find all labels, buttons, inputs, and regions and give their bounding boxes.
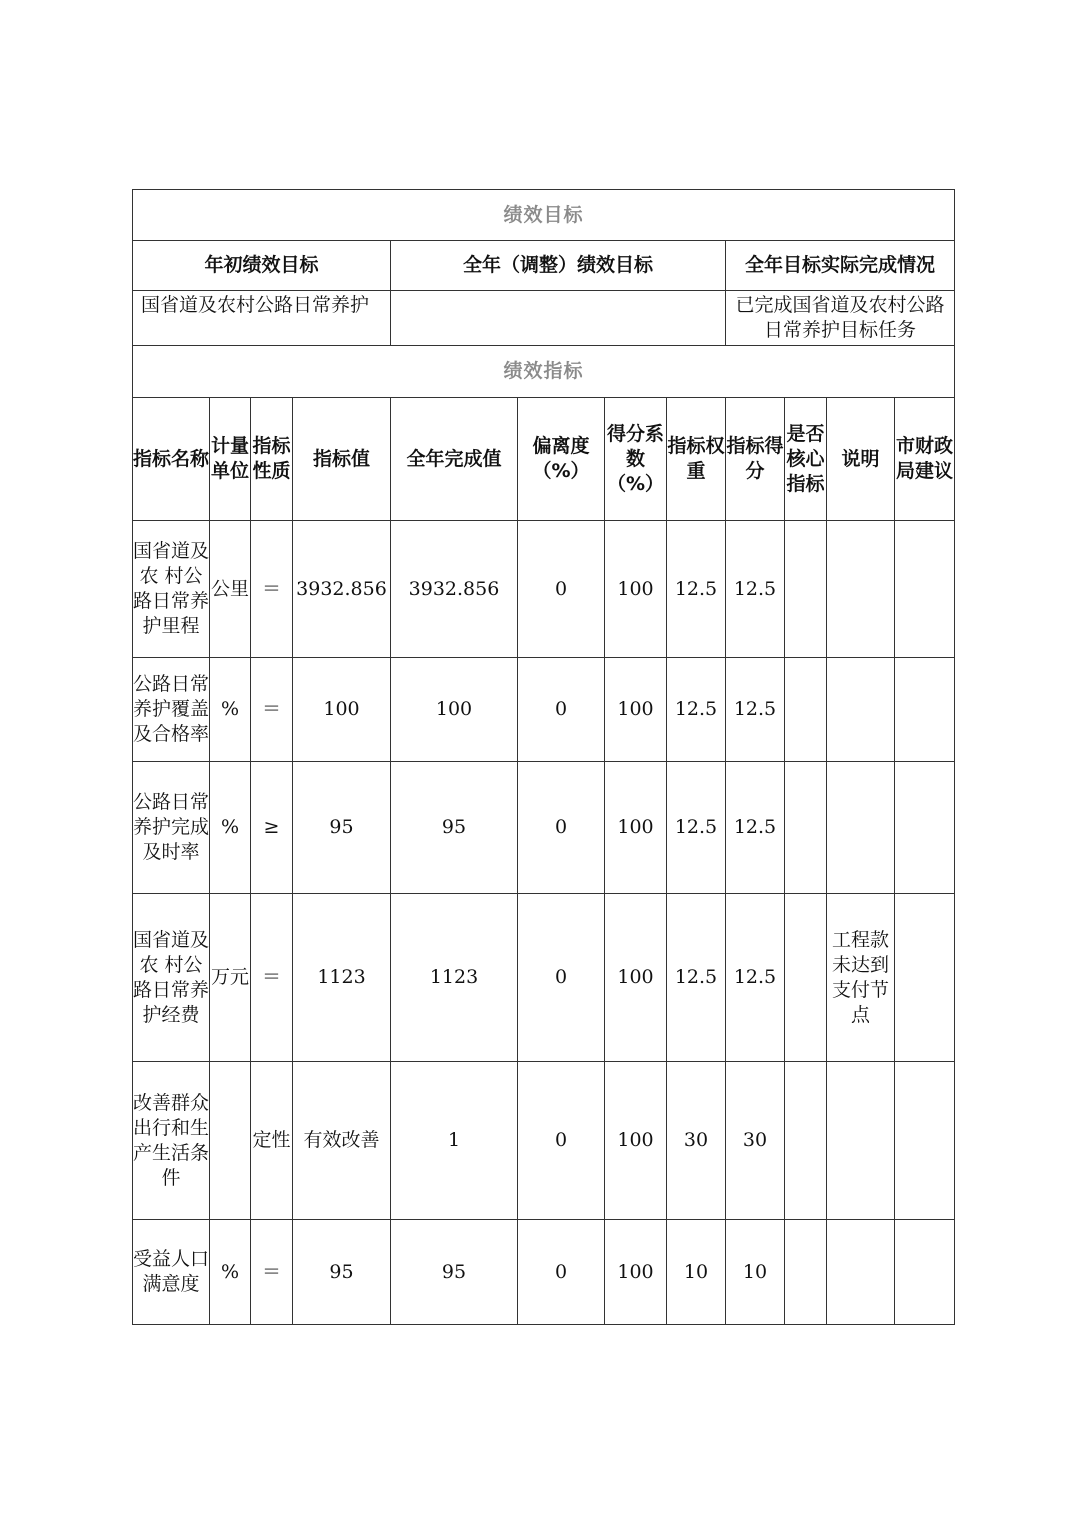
cell-name: 受益人口满意度 (133, 1220, 210, 1325)
cell-unit: 万元 (210, 894, 251, 1062)
cell-suggestion (895, 1062, 955, 1220)
cell-weight: 12.5 (667, 658, 726, 762)
cell-score: 12.5 (726, 521, 785, 658)
cell-weight: 10 (667, 1220, 726, 1325)
cell-note (827, 762, 895, 894)
col-header-coefficient: 得分系数（%） (605, 398, 667, 521)
cell-coefficient: 100 (605, 894, 667, 1062)
cell-target: 1123 (293, 894, 391, 1062)
col-header-unit: 计量单位 (210, 398, 251, 521)
cell-deviation: 0 (518, 894, 605, 1062)
cell-deviation: 0 (518, 762, 605, 894)
cell-weight: 12.5 (667, 762, 726, 894)
cell-name: 公路日常养护覆盖及合格率 (133, 658, 210, 762)
cell-suggestion (895, 658, 955, 762)
cell-suggestion (895, 521, 955, 658)
cell-score: 12.5 (726, 658, 785, 762)
table-row (133, 521, 955, 658)
cell-unit: % (210, 1220, 251, 1325)
cell-nature: ＝ (251, 894, 293, 1062)
cell-note (827, 521, 895, 658)
performance-table (132, 189, 955, 1325)
header-actual-completion: 全年目标实际完成情况 (726, 241, 955, 291)
cell-name: 公路日常养护完成及时率 (133, 762, 210, 894)
cell-deviation: 0 (518, 1062, 605, 1220)
col-header-name: 指标名称 (133, 398, 210, 521)
cell-nature: ≥ (251, 762, 293, 894)
col-header-weight: 指标权重 (667, 398, 726, 521)
col-header-target: 指标值 (293, 398, 391, 521)
cell-deviation: 0 (518, 1220, 605, 1325)
cell-score: 12.5 (726, 894, 785, 1062)
cell-weight: 12.5 (667, 521, 726, 658)
header-initial-goal: 年初绩效目标 (133, 241, 391, 291)
cell-target: 95 (293, 762, 391, 894)
cell-unit: % (210, 762, 251, 894)
col-header-note: 说明 (827, 398, 895, 521)
cell-coefficient: 100 (605, 1062, 667, 1220)
cell-core (785, 1220, 827, 1325)
table-row (133, 894, 955, 1062)
cell-unit (210, 1062, 251, 1220)
actual-completion-text: 已完成国省道及农村公路日常养护目标任务 (726, 291, 955, 346)
cell-coefficient: 100 (605, 521, 667, 658)
cell-name: 改善群众出行和生产生活条件 (133, 1062, 210, 1220)
cell-nature: 定性 (251, 1062, 293, 1220)
cell-target: 3932.856 (293, 521, 391, 658)
cell-nature: ＝ (251, 521, 293, 658)
cell-weight: 30 (667, 1062, 726, 1220)
initial-goal-text: 国省道及农村公路日常养护 (133, 291, 391, 346)
cell-note (827, 1062, 895, 1220)
cell-nature: ＝ (251, 658, 293, 762)
cell-coefficient: 100 (605, 762, 667, 894)
cell-note: 工程款未达到支付节点 (827, 894, 895, 1062)
table-row (133, 1062, 955, 1220)
cell-target: 有效改善 (293, 1062, 391, 1220)
cell-core (785, 762, 827, 894)
cell-nature: ＝ (251, 1220, 293, 1325)
cell-score: 10 (726, 1220, 785, 1325)
section-title-indicators: 绩效指标 (133, 346, 955, 398)
col-header-deviation: 偏离度（%） (518, 398, 605, 521)
col-header-core: 是否核心指标 (785, 398, 827, 521)
cell-target: 100 (293, 658, 391, 762)
cell-coefficient: 100 (605, 658, 667, 762)
header-adjusted-goal: 全年（调整）绩效目标 (391, 241, 726, 291)
col-header-completed: 全年完成值 (391, 398, 518, 521)
cell-core (785, 894, 827, 1062)
cell-unit: % (210, 658, 251, 762)
cell-note (827, 1220, 895, 1325)
cell-name: 国省道及农 村公路日常养护经费 (133, 894, 210, 1062)
cell-core (785, 658, 827, 762)
cell-unit: 公里 (210, 521, 251, 658)
cell-deviation: 0 (518, 521, 605, 658)
cell-suggestion (895, 762, 955, 894)
cell-score: 30 (726, 1062, 785, 1220)
cell-weight: 12.5 (667, 894, 726, 1062)
cell-suggestion (895, 894, 955, 1062)
adjusted-goal-text (391, 291, 726, 346)
cell-completed: 95 (391, 762, 518, 894)
cell-completed: 1 (391, 1062, 518, 1220)
cell-deviation: 0 (518, 658, 605, 762)
col-header-nature: 指标性质 (251, 398, 293, 521)
cell-score: 12.5 (726, 762, 785, 894)
cell-target: 95 (293, 1220, 391, 1325)
cell-coefficient: 100 (605, 1220, 667, 1325)
table-row (133, 658, 955, 762)
col-header-suggestion: 市财政局建议 (895, 398, 955, 521)
section-title-goals: 绩效目标 (133, 190, 955, 241)
table-row (133, 762, 955, 894)
cell-core (785, 521, 827, 658)
col-header-score: 指标得分 (726, 398, 785, 521)
cell-note (827, 658, 895, 762)
cell-completed: 95 (391, 1220, 518, 1325)
cell-suggestion (895, 1220, 955, 1325)
cell-completed: 100 (391, 658, 518, 762)
cell-core (785, 1062, 827, 1220)
cell-completed: 1123 (391, 894, 518, 1062)
cell-completed: 3932.856 (391, 521, 518, 658)
cell-name: 国省道及农 村公路日常养护里程 (133, 521, 210, 658)
table-row (133, 1220, 955, 1325)
